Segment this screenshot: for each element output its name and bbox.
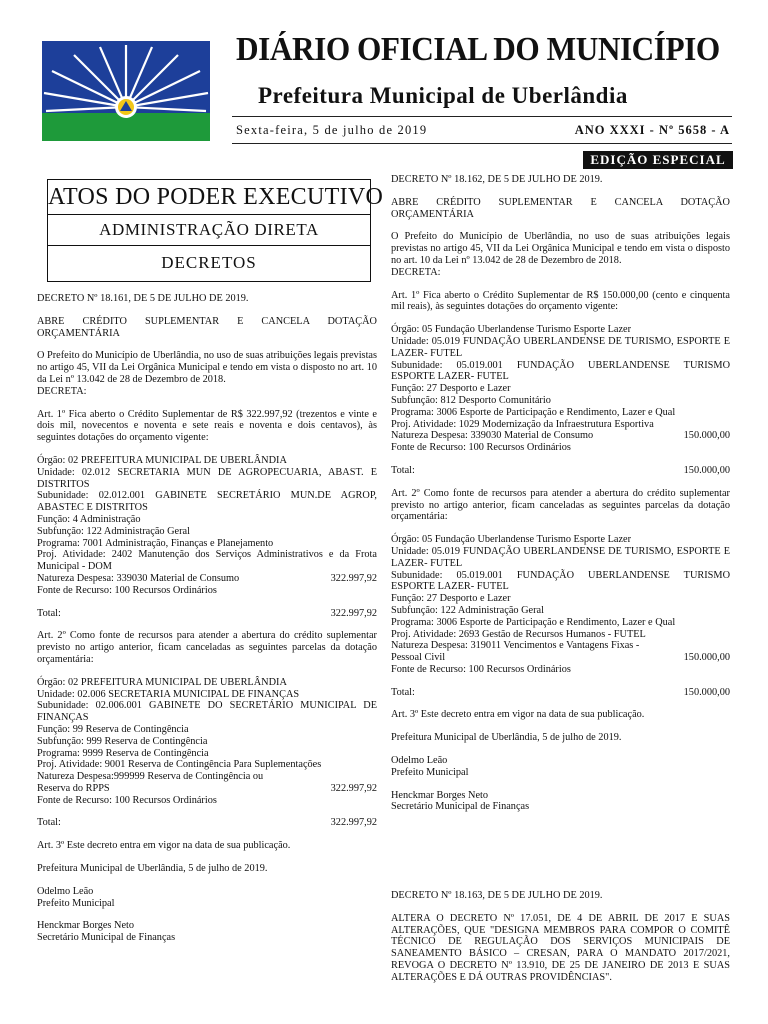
subunidade-line: Subunidade: 05.019.001 FUNDAÇÃO UBERLANDENSE TURISMO ESPORTE LAZER- FUTEL [391, 569, 730, 593]
programa-line: Programa: 3006 Esporte de Participação e Rendimento, Lazer e Qual [391, 406, 676, 418]
total-row [391, 465, 730, 477]
decree-summary: ABRE CRÉDITO SUPLEMENTAR E CANCELA DOTAÇÃO ORÇAMENTÁRIA [391, 196, 730, 220]
natureza-label: Natureza Despesa: 339030 Material de Consumo [37, 572, 240, 584]
section-title: ATOS DO PODER EXECUTIVO [48, 184, 384, 210]
total-value: 322.997,92 [330, 817, 377, 829]
decree-summary: ALTERA O DECRETO Nº 17.051, DE 4 DE ABRIL DE 2017 E SUAS ALTERAÇÕES, QUE "DESIGNA MEMBROS PARA COMPOR O COMITÊ TÉCNICO DE REGULAÇÃO DOS SERVIÇOS MUNICIPAIS DE SANEAMENTO BÁSICO – CRESAN, PARA O MANDATO 2017/2021, REVOGA O DECRETO Nº 13.910, DE 25 DE JANEIRO DE 2013 E SUAS ALTERAÇÕES E DÁ OUTRAS PROVIDÊNCIAS". [391, 912, 730, 983]
natureza-label: Pessoal Civil [391, 652, 446, 664]
unidade-line: Unidade: 05.019 FUNDAÇÃO UBERLANDENSE DE TURISMO, ESPORTE E LAZER- FUTEL [391, 335, 730, 359]
natureza-row [37, 783, 377, 795]
funcao-line: Função: 27 Desporto e Lazer [391, 383, 511, 395]
total-value: 322.997,92 [330, 607, 377, 619]
decree-heading: DECRETO Nº 18.163, DE 5 DE JULHO DE 2019. [391, 890, 603, 901]
signatory-name: Henckmar Borges Neto [37, 920, 135, 932]
uberlandia-flag-logo [42, 41, 210, 141]
orgao-line: Órgão: 05 Fundação Uberlandense Turismo Esporte Lazer [391, 534, 632, 546]
decree-preamble: O Prefeito do Município de Uberlândia, no uso de suas atribuições legais previstas no artigo 45, VII da Lei Orgânica Municipal e tendo em vista o disposto no art. 10 da Lei nº 13.042 de 28 de Dezembro de 2018. [391, 231, 730, 266]
natureza-value: 150.000,00 [683, 652, 730, 664]
section-subtitle: ADMINISTRAÇÃO DIRETA [48, 214, 370, 245]
atividade-line: Proj. Atividade: 1029 Modernização da Infraestrutura Esportiva [391, 418, 654, 430]
total-row [391, 687, 730, 699]
subunidade-line: Subunidade: 05.019.001 FUNDAÇÃO UBERLANDENSE TURISMO ESPORTE LAZER- FUTEL [391, 359, 730, 383]
funcao-line: Função: 27 Desporto e Lazer [391, 593, 511, 605]
total-row [37, 817, 377, 829]
decree-18161 [37, 293, 377, 944]
natureza-label: Reserva do RPPS [37, 782, 110, 794]
natureza-value: 150.000,00 [683, 430, 730, 442]
cancelled-allocation [37, 677, 377, 830]
decree-preamble: O Prefeito do Município de Uberlândia, no uso de suas atribuições legais previstas no artigo 45, VII da Lei Orgânica Municipal e tendo em vista o disposto no art. 10 da Lei nº 13.042 de 28 de Dezembro de 2018. [37, 350, 378, 385]
fonte-line: Fonte de Recurso: 100 Recursos Ordinários [37, 794, 217, 806]
programa-line: Programa: 9999 Reserva de Contingência [37, 747, 209, 759]
fonte-line: Fonte de Recurso: 100 Recursos Ordinários [391, 442, 571, 454]
fonte-line: Fonte de Recurso: 100 Recursos Ordinários [37, 584, 217, 596]
masthead-rule-bottom [232, 143, 732, 144]
programa-line: Programa: 7001 Administração, Finanças e Planejamento [37, 537, 274, 549]
article-1: Art. 1º Fica aberto o Crédito Suplementar de R$ 150.000,00 (cento e cinquenta mil reais), às seguintes dotações do orçamento vigente: [391, 289, 730, 313]
natureza-value: 322.997,92 [330, 782, 377, 794]
natureza-value: 322.997,92 [330, 572, 377, 584]
decree-18162 [391, 174, 730, 813]
edition-number: ANO XXXI - Nº 5658 - A [574, 123, 730, 137]
unidade-line: Unidade: 02.006 SECRETARIA MUNICIPAL DE FINANÇAS [37, 688, 300, 700]
place-date: Prefeitura Municipal de Uberlândia, 5 de julho de 2019. [391, 732, 622, 744]
article-2: Art. 2º Como fonte de recursos para atender a abertura do crédito suplementar previsto no artigo anterior, ficam canceladas as seguintes parcelas da dotação orçamentária: [391, 487, 730, 523]
publication-subtitle: Prefeitura Municipal de Uberlândia [258, 83, 628, 108]
decree-18163 [391, 890, 730, 984]
total-value: 150.000,00 [683, 686, 730, 698]
subfuncao-line: Subfunção: 812 Desporto Comunitário [391, 394, 551, 406]
natureza-row [37, 573, 377, 585]
natureza-row [391, 652, 730, 664]
total-row [37, 608, 377, 620]
supplementary-allocation [37, 455, 377, 619]
article-2: Art. 2º Como fonte de recursos para atender a abertura do crédito suplementar previsto no artigo anterior, ficam canceladas as seguintes parcelas da dotação orçamentária: [37, 630, 377, 665]
publication-date: Sexta-feira, 5 de julho de 2019 [236, 123, 428, 137]
publication-title: DIÁRIO OFICIAL DO MUNICÍPIO [236, 31, 720, 68]
place-date: Prefeitura Municipal de Uberlândia, 5 de julho de 2019. [37, 863, 268, 875]
decree-heading: DECRETO Nº 18.162, DE 5 DE JULHO DE 2019. [391, 174, 603, 185]
article-1: Art. 1º Fica aberto o Crédito Suplementar de R$ 322.997,92 (trezentos e vinte e dois mil, novecentos e noventa e sete reais e noventa e dois centavos), às seguintes dotações do orçamento vigente: [37, 408, 377, 444]
total-label: Total: [37, 607, 61, 619]
article-3: Art. 3º Este decreto entra em vigor na data de sua publicação. [37, 840, 291, 852]
subunidade-line: Subunidade: 02.012.001 GABINETE SECRETÁRIO MUN.DE AGROP, ABASTEC E DISTRITOS [37, 490, 377, 514]
subunidade-line: Subunidade: 02.006.001 GABINETE DO SECRETÁRIO MUNICIPAL DE FINANÇAS [37, 700, 377, 724]
total-label: Total: [391, 464, 415, 476]
signatory-role: Secretário Municipal de Finanças [37, 932, 176, 944]
atividade-line: Proj. Atividade: 2402 Manutenção dos Serviços Administrativos e da Frota Municipal - DOM [37, 549, 377, 573]
supplementary-allocation [391, 324, 730, 477]
section-header-box [47, 179, 384, 282]
signatory-role: Prefeito Municipal [37, 897, 115, 909]
special-edition-badge: EDIÇÃO ESPECIAL [583, 151, 733, 169]
unidade-line: Unidade: 05.019 FUNDAÇÃO UBERLANDENSE DE TURISMO, ESPORTE E LAZER- FUTEL [391, 545, 730, 569]
total-label: Total: [37, 817, 61, 829]
section-category: DECRETOS [48, 245, 370, 280]
total-value: 150.000,00 [683, 464, 730, 476]
funcao-line: Função: 99 Reserva de Contingência [37, 723, 189, 735]
signatory-name: Henckmar Borges Neto [391, 789, 489, 801]
subfuncao-line: Subfunção: 999 Reserva de Contingência [37, 735, 208, 747]
masthead-rule-top [232, 116, 732, 117]
subfuncao-line: Subfunção: 122 Administração Geral [391, 604, 544, 616]
funcao-line: Função: 4 Administração [37, 513, 141, 525]
decreta-label: DECRETA: [391, 266, 441, 278]
decree-summary: ABRE CRÉDITO SUPLEMENTAR E CANCELA DOTAÇÃO ORÇAMENTÁRIA [37, 315, 377, 339]
signatory-role: Secretário Municipal de Finanças [391, 801, 530, 813]
programa-line: Programa: 3006 Esporte de Participação e Rendimento, Lazer e Qual [391, 616, 676, 628]
signatory-name: Odelmo Leão [391, 755, 448, 767]
unidade-line: Unidade: 02.012 SECRETARIA MUN DE AGROPECUARIA, ABAST. E DISTRITOS [37, 466, 377, 490]
natureza-row [391, 430, 730, 442]
article-3: Art. 3º Este decreto entra em vigor na data de sua publicação. [391, 709, 645, 721]
signatory-name: Odelmo Leão [37, 885, 94, 897]
decree-heading: DECRETO Nº 18.161, DE 5 DE JULHO DE 2019. [37, 293, 249, 304]
atividade-line: Proj. Atividade: 9001 Reserva de Contingência Para Suplementações [37, 759, 322, 771]
orgao-line: Órgão: 05 Fundação Uberlandense Turismo Esporte Lazer [391, 324, 632, 336]
decreta-label: DECRETA: [37, 385, 87, 397]
signatory-role: Prefeito Municipal [391, 766, 469, 778]
atividade-line: Proj. Atividade: 2693 Gestão de Recursos Humanos - FUTEL [391, 628, 646, 640]
orgao-line: Órgão: 02 PREFEITURA MUNICIPAL DE UBERLÂNDIA [37, 454, 287, 466]
natureza-line: Natureza Despesa: 319011 Vencimentos e Vantagens Fixas - [391, 640, 640, 652]
orgao-line: Órgão: 02 PREFEITURA MUNICIPAL DE UBERLÂNDIA [37, 676, 287, 688]
natureza-line: Natureza Despesa:999999 Reserva de Contingência ou [37, 771, 264, 783]
total-label: Total: [391, 686, 415, 698]
fonte-line: Fonte de Recurso: 100 Recursos Ordinários [391, 663, 571, 675]
natureza-label: Natureza Despesa: 339030 Material de Consumo [391, 430, 594, 442]
subfuncao-line: Subfunção: 122 Administração Geral [37, 525, 190, 537]
cancelled-allocation [391, 534, 730, 698]
